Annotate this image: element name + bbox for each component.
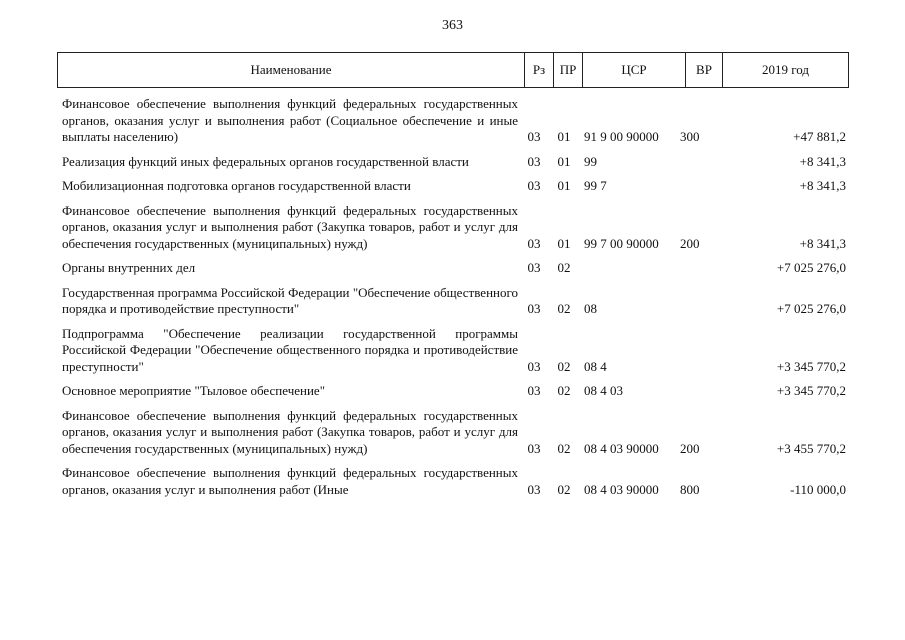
table-row <box>57 96 849 146</box>
row-name: Мобилизационная подготовка органов государственной власти <box>62 178 411 193</box>
header-csr: ЦСР <box>583 53 686 88</box>
row-rz: 03 <box>527 358 541 374</box>
row-name: Финансовое обеспечение выполнения функций федеральных государственных органов, оказания услуг и выполнения работ (Закупка товаров, работ и услуг для обеспечения государственных (муниципальных) нужд) <box>62 407 518 456</box>
row-vr: 200 <box>680 235 700 251</box>
row-pr: 02 <box>557 383 571 398</box>
row-amount: +8 341,3 <box>799 235 846 251</box>
row-vr: 800 <box>680 481 700 497</box>
row-name: Реализация функций иных федеральных органов государственной власти <box>62 153 469 169</box>
row-csr: 08 4 03 90000 <box>584 440 659 456</box>
row-amount: +3 345 770,2 <box>776 383 846 398</box>
row-csr: 99 7 00 90000 <box>584 235 659 251</box>
table-row <box>57 408 849 458</box>
table-row <box>57 260 849 277</box>
row-rz: 03 <box>527 178 541 193</box>
row-vr: 200 <box>680 440 700 456</box>
table-header-row <box>58 53 849 88</box>
row-rz: 03 <box>527 481 541 497</box>
row-csr: 99 7 <box>584 178 607 193</box>
table-row <box>57 285 849 318</box>
row-csr: 08 4 <box>584 358 607 374</box>
row-rz: 03 <box>527 235 541 251</box>
row-pr: 02 <box>557 260 571 275</box>
table-row <box>57 178 849 195</box>
header-pr: ПР <box>554 53 583 88</box>
row-amount: +7 025 276,0 <box>776 301 846 316</box>
row-vr: 300 <box>680 129 700 144</box>
row-amount: -110 000,0 <box>790 481 846 497</box>
row-name: Подпрограмма "Обеспечение реализации государственной программы Российской Федерации "Обеспечение общественного порядка и противодействие преступности" <box>62 325 518 374</box>
row-rz: 03 <box>527 301 541 316</box>
row-rz: 03 <box>527 383 541 398</box>
row-rz: 03 <box>527 153 541 169</box>
row-name: Государственная программа Российской Федерации "Обеспечение общественного порядка и противодействие преступности" <box>62 284 518 316</box>
row-pr: 02 <box>557 481 571 497</box>
row-rz: 03 <box>527 129 541 144</box>
header-year: 2019 год <box>723 53 849 88</box>
row-amount: +7 025 276,0 <box>776 260 846 275</box>
row-amount: +8 341,3 <box>799 153 846 169</box>
row-amount: +3 455 770,2 <box>776 440 846 456</box>
row-amount: +47 881,2 <box>793 129 846 144</box>
table-header <box>57 52 849 88</box>
row-name: Финансовое обеспечение выполнения функций федеральных государственных органов, оказания услуг и выполнения работ (Социальное обеспечение и иные выплаты населению) <box>62 96 518 144</box>
row-rz: 03 <box>527 260 541 275</box>
header-rz: Рз <box>525 53 554 88</box>
header-name: Наименование <box>58 53 525 88</box>
row-csr: 08 4 03 <box>584 383 623 398</box>
table-body <box>57 96 849 498</box>
row-pr: 01 <box>557 178 571 193</box>
row-pr: 01 <box>557 235 571 251</box>
row-name: Органы внутренних дел <box>62 260 196 275</box>
row-name: Финансовое обеспечение выполнения функций федеральных государственных органов, оказания услуг и выполнения работ (Закупка товаров, работ и услуг для обеспечения государственных (муниципальных) нужд) <box>62 202 518 251</box>
table-row <box>57 465 849 498</box>
row-name: Финансовое обеспечение выполнения функций федеральных государственных органов, оказания услуг и выполнения работ (Иные <box>62 465 518 497</box>
table-row <box>57 154 849 171</box>
row-pr: 02 <box>557 358 571 374</box>
table-row <box>57 326 849 376</box>
row-rz: 03 <box>527 440 541 456</box>
row-csr: 99 <box>584 153 597 169</box>
row-name: Основное мероприятие "Тыловое обеспечение" <box>62 383 325 398</box>
header-vr: ВР <box>686 53 723 88</box>
page-number: 363 <box>442 18 463 33</box>
row-csr: 08 <box>584 301 597 316</box>
row-csr: 91 9 00 90000 <box>584 129 659 144</box>
row-amount: +8 341,3 <box>799 178 846 193</box>
row-amount: +3 345 770,2 <box>776 358 846 374</box>
table-row <box>57 383 849 400</box>
row-pr: 02 <box>557 301 571 316</box>
row-pr: 01 <box>557 153 571 169</box>
row-pr: 01 <box>557 129 571 144</box>
table-row <box>57 203 849 253</box>
row-pr: 02 <box>557 440 571 456</box>
row-csr: 08 4 03 90000 <box>584 481 659 497</box>
